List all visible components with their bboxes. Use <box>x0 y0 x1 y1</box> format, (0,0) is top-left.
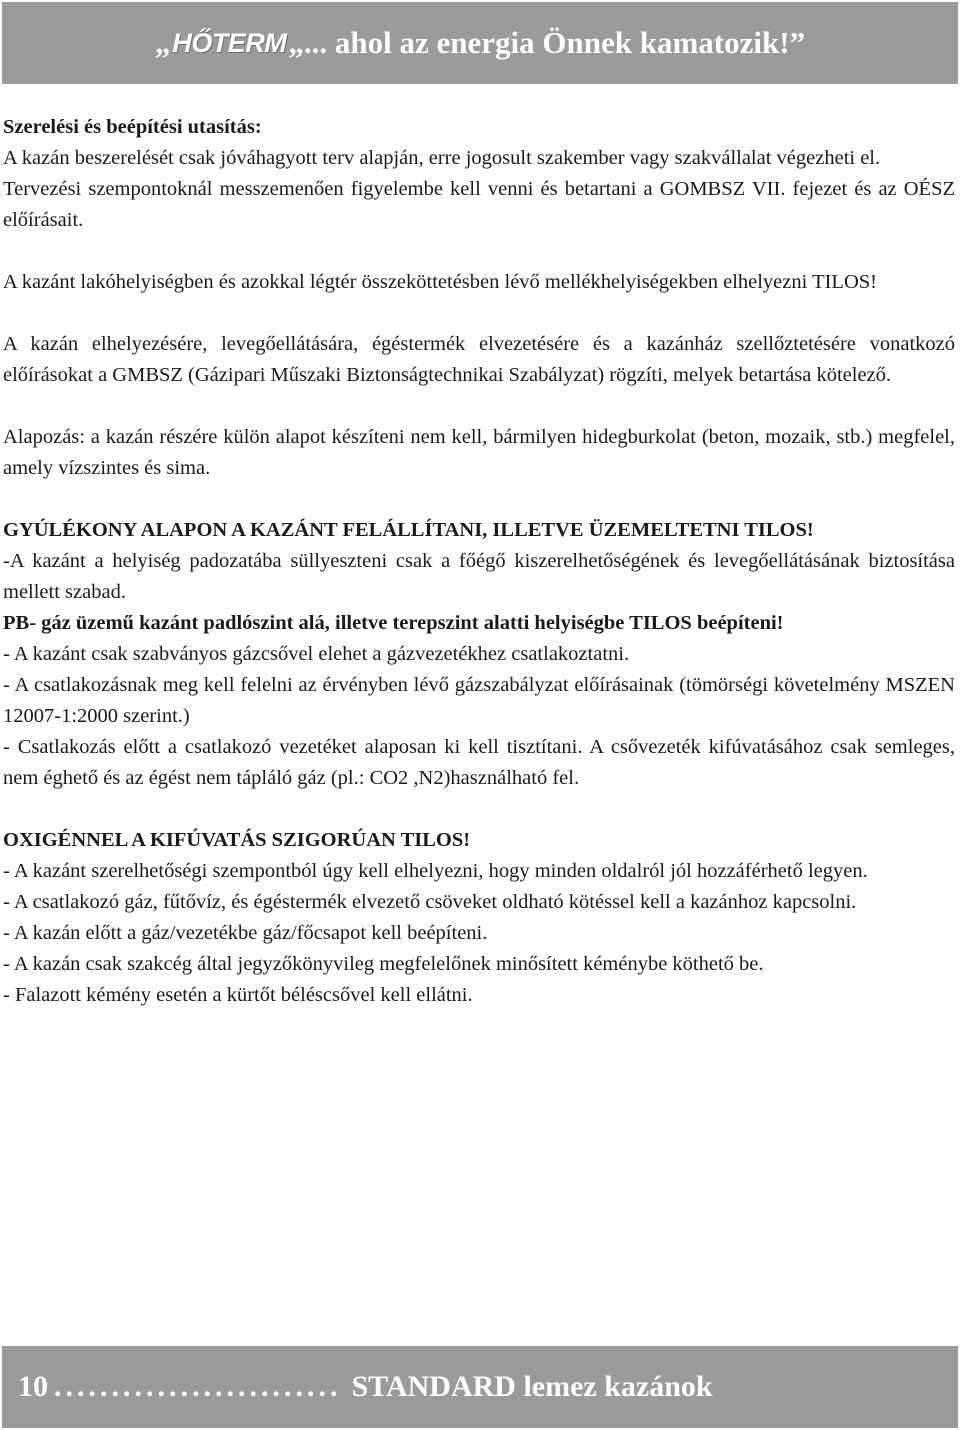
paragraph-lined-chimney: - Falazott kémény esetén a kürtőt béléscsővel kell ellátni. <box>3 984 473 1006</box>
brand-logo: HŐTERM <box>172 27 287 58</box>
warning-flammable-base: GYÚLÉKONY ALAPON A KAZÁNT FELÁLLÍTANI, ILLETVE ÜZEMELTETNI TILOS! <box>3 519 814 541</box>
paragraph-main-valve: - A kazán előtt a gáz/vezetékbe gáz/főcsapot kell beépíteni. <box>3 922 488 944</box>
page-number: 10 <box>18 1370 48 1403</box>
paragraph-accessibility: - A kazánt szerelhetőségi szempontból úgy kell elhelyezni, hogy minden oldalról jól hozzáférhető legyen. <box>3 860 868 882</box>
warning-lpg-below-ground: PB- gáz üzemű kazánt padlószint alá, illetve terepszint alatti helyiségbe TILOS beépíteni! <box>3 612 784 634</box>
footer-document-title: STANDARD lemez kazánok <box>351 1370 713 1403</box>
paragraph-connection-standard: - A csatlakozásnak meg kell felelni az érvényben lévő gázszabályzat előírásainak (tömörségi követelmény MSZEN 12007-1:2000 szerint.) <box>3 674 955 727</box>
paragraph-certified-chimney: - A kazán csak szakcég által jegyzőkönyvileg megfelelőnek minősített kéménybe köthető be. <box>3 953 764 975</box>
paragraph-foundation: Alapozás: a kazán részére külön alapot készíteni nem kell, bármilyen hidegburkolat (beton, mozaik, stb.) megfelel, amely vízszintes és sima. <box>3 426 955 479</box>
paragraph-design-rules: Tervezési szempontoknál messzemenően figyelembe kell venni és betartani a GOMBSZ VII. fejezet és az OÉSZ előírásait. <box>3 178 955 231</box>
paragraph-detachable-joints: - A csatlakozó gáz, fűtővíz, és égéstermék elvezető csöveket oldható kötéssel kell a kazánhoz kapcsolni. <box>3 891 857 913</box>
paragraph-gmbsz-rules: A kazán elhelyezésére, levegőellátására, égéstermék elvezetésére és a kazánház szellőztetésére vonatkozó előírásokat a GMBSZ (Gázipari Műszaki Biztonságtechnikai Szabályzat) rögzíti, melyek betartása kötelező. <box>3 333 955 386</box>
paragraph-approved-plan: A kazán beszerelését csak jóváhagyott terv alapján, erre jogosult szakember vagy szakvállalat végezheti el. <box>3 147 881 169</box>
paragraph-living-room-ban: A kazánt lakóhelyiségben és azokkal légtér összeköttetésben lévő mellékhelyiségekben elhelyezni TILOS! <box>3 271 877 293</box>
paragraph-sunken-floor: -A kazánt a helyiség padozatába süllyeszteni csak a főégő kiszerelhetőségének és levegőellátásának biztosítása mellett szabad. <box>3 550 955 603</box>
header-slogan: „... ahol az energia Önnek kamatozik!” <box>288 25 806 60</box>
install-heading: Szerelési és beépítési utasítás: <box>3 116 262 138</box>
footer-leader-dots: ......................... <box>54 1370 342 1403</box>
paragraph-pipe-cleaning: - Csatlakozás előtt a csatlakozó vezetéket alaposan ki kell tisztítani. A csővezeték kifúvatásához csak semleges, nem éghető és az égést nem tápláló gáz (pl.: CO2 ,N2)használható fel. <box>3 736 955 789</box>
warning-oxygen-ban: OXIGÉNNEL A KIFÚVATÁS SZIGORÚAN TILOS! <box>3 829 471 851</box>
paragraph-gas-pipe: - A kazánt csak szabványos gázcsővel elehet a gázvezetékhez csatlakoztatni. <box>3 643 630 665</box>
footer-bar <box>2 1346 958 1428</box>
document-body <box>3 112 955 1011</box>
header-bar <box>2 2 958 84</box>
header-quote-open: „ <box>154 25 171 60</box>
